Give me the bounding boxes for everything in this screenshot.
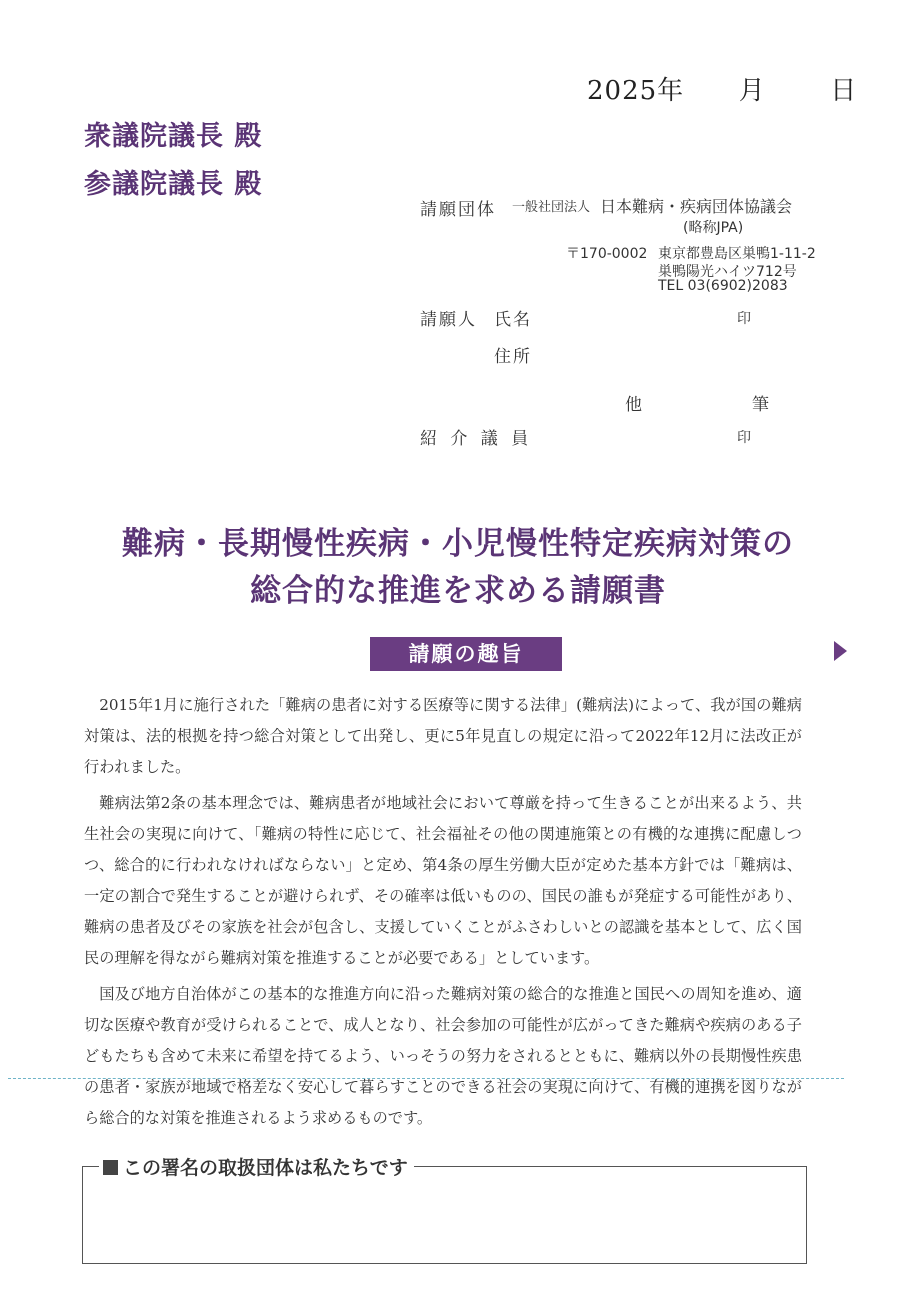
handler-box-title [99, 1153, 414, 1180]
petitioner-seal: 印 [737, 311, 751, 327]
petition-body [84, 690, 802, 1139]
petitioner-org-label: 請願団体 [420, 200, 496, 220]
scan-artifact-line [8, 1078, 844, 1079]
paragraph-2: 難病法第2条の基本理念では、難病患者が地域社会において尊厳を持って生きることが出来るよう、共生社会の実現に向けて、「難病の特性に応じて、社会福祉その他の関連施策との有機的な連携に配慮しつつ、総合的に行われなければならない」と定め、第4条の厚生労働大臣が定めた基本方針では「難病は、一定の割合で発生することが避けられず、その確率は低いものの、国民の誰もが発症する可能性があり、難病の患者及びその家族を社会が包含し、支援していくことがふさわしいとの認識を基本として、広く国民の理解を得ながら難病対策を推進することが必要である」としています。 [84, 794, 802, 967]
paragraph-1: 2015年1月に施行された「難病の患者に対する医療等に関する法律」(難病法)によって、我が国の難病対策は、法的根拠を持つ総合対策として出発し、更に5年見直しの規定に沿って2022年12月に法改正が行われました。 [84, 696, 802, 776]
org-abbr: (略称JPA) [683, 220, 744, 236]
org-type: 一般社団法人 [512, 200, 591, 215]
org-tel: TEL 03(6902)2083 [658, 278, 788, 294]
org-name: 日本難病・疾病団体協議会 [600, 197, 793, 216]
introducer-label: 紹 介 議 員 [420, 429, 533, 449]
handler-box [82, 1166, 807, 1264]
petitioner-address-label: 住所 [494, 347, 532, 367]
square-bullet-icon [103, 1160, 118, 1175]
addressee-house-of-representatives: 衆議院議長 殿 [84, 121, 263, 152]
handler-box-title-text: この署名の取扱団体は私たちです [123, 1157, 408, 1179]
paragraph-3: 国及び地方自治体がこの基本的な推進方向に沿った難病対策の総合的な推進と国民への周知を進め、適切な医療や教育が受けられることで、成人となり、社会参加の可能性が広がってきた難病や疾病のある子どもたちも含めて未来に希望を持てるよう、いっそうの努力をされるとともに、難病以外の長期慢性疾患の患者・家族が地域で格差なく安心して暮らすことのできる社会の実現に向けて、有機的連携を図りながら総合的な対策を推進されるよう求めるものです。 [84, 985, 802, 1127]
petition-title-line2: 総合的な推進を求める請願書 [250, 573, 666, 609]
date-day: 日 [830, 76, 858, 106]
petition-title-line1: 難病・長期慢性疾病・小児慢性特定疾病対策の [122, 526, 794, 562]
triangle-arrow-icon [834, 641, 847, 661]
org-address-line1: 東京都豊島区巣鴨1-11-2 [658, 246, 816, 262]
date-month: 月 [738, 76, 766, 106]
others-label: 他 [625, 395, 644, 415]
signature-count-unit: 筆 [752, 395, 771, 415]
introducer-seal: 印 [737, 430, 751, 446]
petitioner-label: 請願人 [420, 310, 477, 330]
section-heading-badge: 請願の趣旨 [370, 637, 562, 671]
date-line [587, 70, 857, 107]
petitioner-name-label: 氏名 [494, 310, 532, 330]
date-year: 2025年 [587, 76, 685, 106]
org-postal-code: 〒170-0002 [566, 246, 648, 262]
addressee-house-of-councillors: 参議院議長 殿 [84, 169, 263, 200]
org-address-line2: 巣鴨陽光ハイツ712号 [658, 264, 797, 280]
